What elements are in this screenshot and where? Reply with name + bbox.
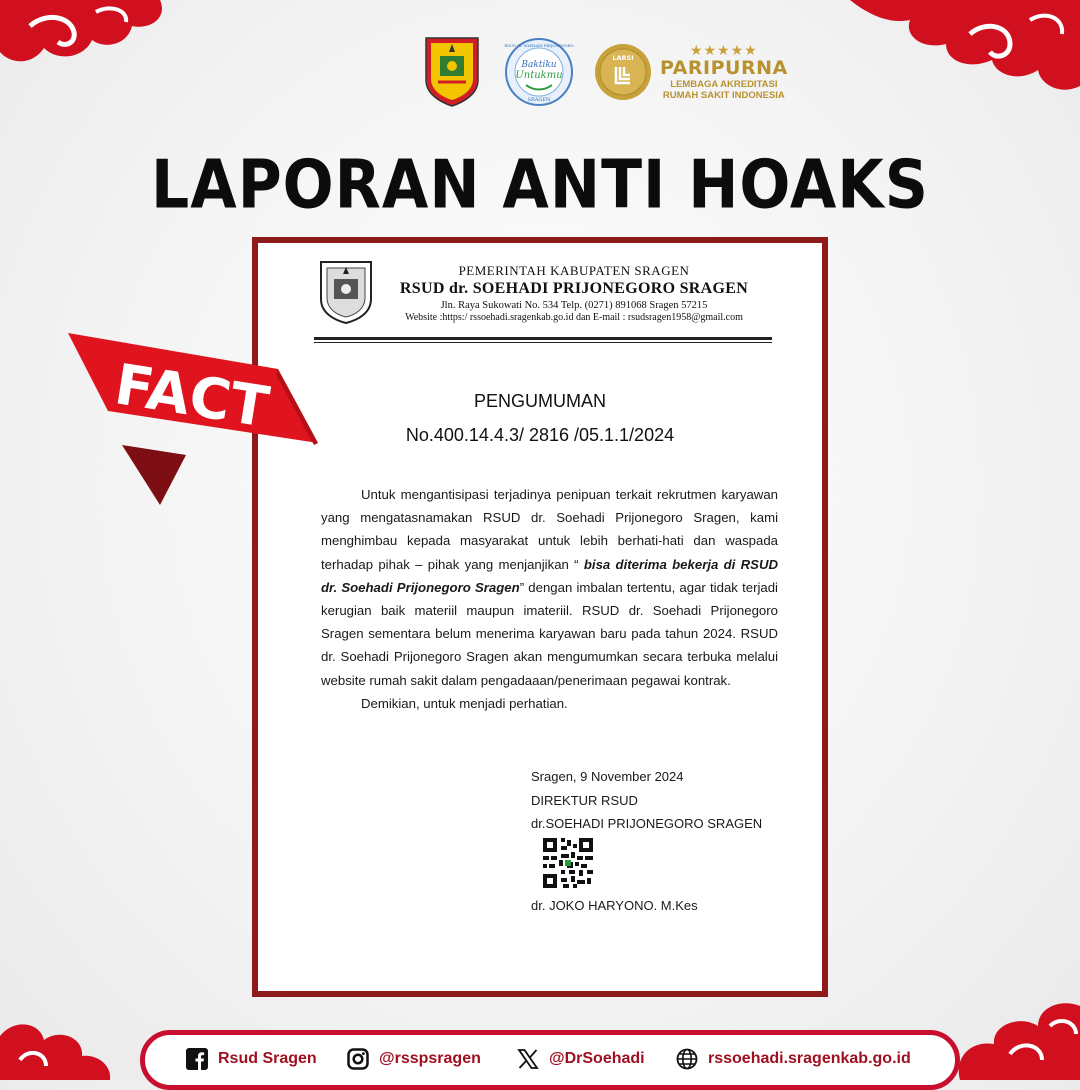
- cloud-bottom-left-decoration: [0, 1010, 120, 1080]
- footer-website-label: rssoehadi.sragenkab.go.id: [708, 1050, 911, 1067]
- footer-instagram-label: @rsspsragen: [379, 1050, 481, 1067]
- facebook-icon: [186, 1048, 208, 1070]
- letterhead-divider-thin: [314, 342, 772, 343]
- letterhead-government: PEMERINTAH KABUPATEN SRAGEN: [458, 263, 690, 278]
- x-twitter-icon: [517, 1048, 539, 1070]
- kabupaten-sragen-emblem-icon: [424, 36, 480, 108]
- cloud-top-left-decoration: [0, 0, 170, 90]
- sign-place-date: Sragen, 9 November 2024: [531, 769, 684, 784]
- announcement-paragraph-1: [321, 483, 778, 692]
- fact-badge-text: FACT: [110, 352, 274, 441]
- kabupaten-crest-icon: [318, 259, 374, 325]
- paragraph-1-text-a: Untuk mengantisipasi terjadinya penipuan terkait rekrutmen karyawan yang mengatasnamakan RSUD dr. Soehadi Prijonegoro Sragen, kami menghimbau kepada masyarakat untuk lebih berhati-hati dan waspada terhadap pihak – pihak yang menjanjikan “: [321, 487, 778, 572]
- footer-facebook-link[interactable]: [186, 1048, 317, 1070]
- footer-instagram-link[interactable]: [347, 1048, 481, 1070]
- paripurna-title: PARIPURNA: [660, 57, 788, 79]
- bakti-logo-bottom: SRAGEN: [527, 97, 551, 103]
- announcement-number: No.400.14.4.3/ 2816 /05.1.1/2024: [405, 425, 675, 445]
- partner-logos: [424, 32, 788, 112]
- bakti-logo-line2: Untukmu: [515, 70, 563, 81]
- sign-name: dr. JOKO HARYONO. M.Kes: [531, 897, 698, 913]
- paragraph-1-text-b: ” dengan imbalan tertentu, agar tidak terjadi kerugian baik materiil maupun imateriil. RSUD dr. Soehadi Prijonegoro Sragen sementara belum menerima karyawan baru pada tahun 2024. RSUD dr. Soehadi Prijonegoro Sragen akan mengumumkan secara terbuka melalui website rumah sakit dalam pengadaaan/penerimaan pegawai kontrak.: [321, 579, 778, 688]
- larsi-logo: [594, 43, 652, 101]
- signature-block: [531, 765, 762, 917]
- letterhead-contact: Website :https:/ rssoehadi.sragenkab.go.id dan E-mail : rsudsragen1958@gmail.com: [405, 312, 743, 323]
- globe-icon: [676, 1048, 698, 1070]
- letterhead-divider: [314, 337, 772, 340]
- sign-title-2: dr.SOEHADI PRIJONEGORO SRAGEN: [531, 816, 763, 831]
- announcement-title: PENGUMUMAN: [473, 391, 606, 411]
- footer-website-link[interactable]: [676, 1048, 911, 1070]
- larsi-logo-text: LARSI: [612, 54, 634, 62]
- paripurna-accreditation: [660, 43, 788, 101]
- sign-title-1: DIREKTUR RSUD: [531, 792, 638, 808]
- signature-qr-code-icon: [543, 838, 593, 888]
- letterhead: [314, 253, 754, 333]
- cloud-top-right-decoration: [850, 0, 1080, 100]
- footer-facebook-label: Rsud Sragen: [218, 1050, 317, 1067]
- baktiku-untukmu-logo: [504, 37, 574, 107]
- instagram-icon: [347, 1048, 369, 1070]
- paripurna-subtitle-1: LEMBAGA AKREDITASI: [670, 79, 778, 90]
- letterhead-hospital-name: RSUD dr. SOEHADI PRIJONEGORO SRAGEN: [399, 280, 749, 297]
- announcement-paragraph-2: Demikian, untuk menjadi perhatian.: [361, 695, 568, 711]
- fact-badge: [64, 325, 334, 505]
- paragraph-1-emphasis: bisa diterima bekerja di RSUD dr. Soehadi Prijonegoro Sragen: [321, 556, 778, 595]
- announcement-body: [321, 483, 778, 715]
- star-rating-icon: ★★★★★: [689, 42, 758, 58]
- page-title: LAPORAN ANTI HOAKS: [151, 145, 929, 225]
- footer-x-label: @DrSoehadi: [549, 1050, 645, 1067]
- announcement-document: [252, 237, 828, 997]
- bakti-logo-ring: RSUD dr. SOEHADI PRIJONEGORO: [504, 43, 574, 48]
- footer-x-link[interactable]: [517, 1048, 645, 1070]
- letterhead-address: Jln. Raya Sukowati No. 534 Telp. (0271) 891068 Sragen 57215: [440, 300, 708, 311]
- paripurna-subtitle-2: RUMAH SAKIT INDONESIA: [662, 90, 785, 101]
- bakti-logo-line1: Baktiku: [521, 60, 557, 70]
